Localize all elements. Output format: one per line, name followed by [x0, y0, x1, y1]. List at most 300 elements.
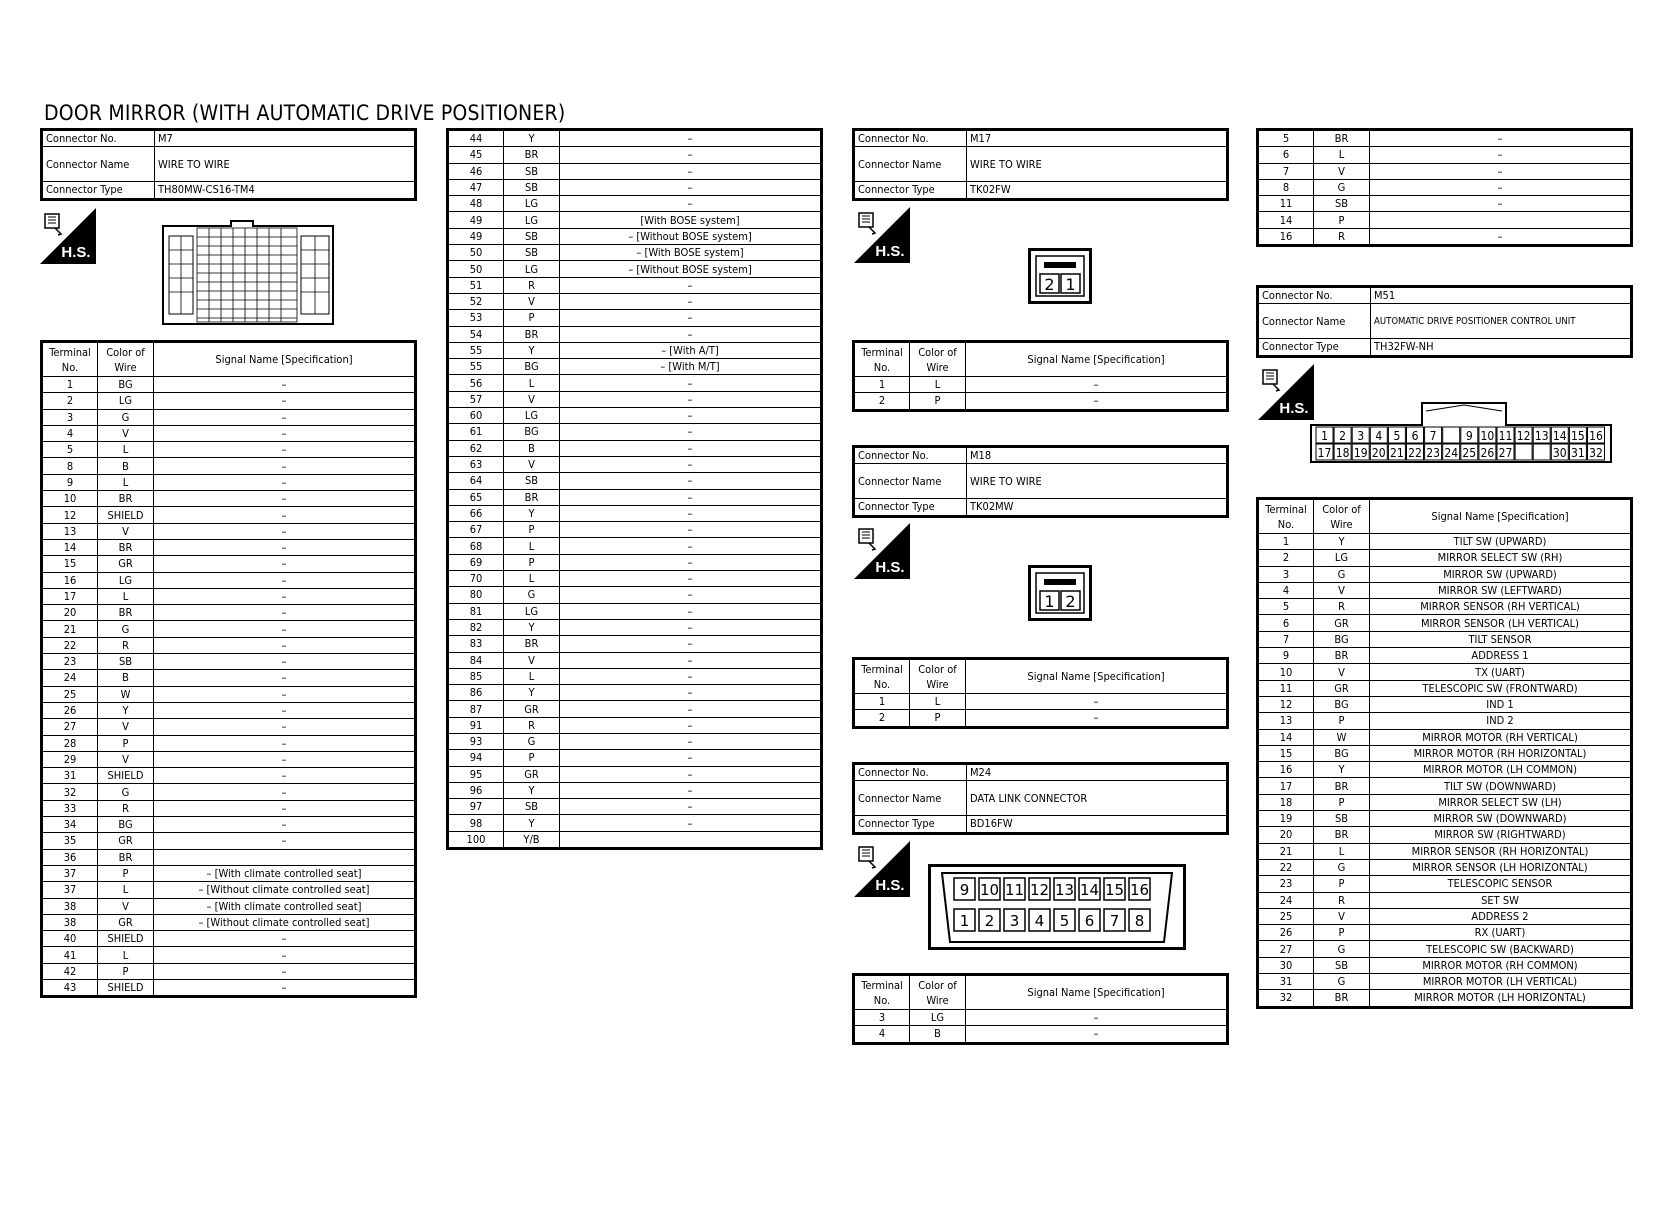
signal-cell: MIRROR SENSOR (RH VERTICAL) [1370, 599, 1632, 615]
color-cell: B [98, 670, 154, 686]
table-row [448, 652, 822, 668]
terminal-cell: 57 [448, 391, 504, 407]
table-row [448, 261, 822, 277]
table-row [42, 735, 416, 751]
table-row [42, 588, 416, 604]
table-row [448, 342, 822, 358]
table-row [1258, 147, 1632, 163]
signal-cell: MIRROR MOTOR (LH HORIZONTAL) [1370, 990, 1632, 1007]
color-cell: G [98, 621, 154, 637]
color-cell: L [910, 694, 966, 710]
table-row [1258, 696, 1632, 712]
signal-cell: – [154, 768, 416, 784]
table-row [42, 768, 416, 784]
terminal-cell: 16 [1258, 762, 1314, 778]
signal-cell: TILT SW (DOWNWARD) [1370, 778, 1632, 794]
color-cell: R [504, 277, 560, 293]
terminal-cell: 36 [42, 849, 98, 865]
terminal-cell: 29 [42, 751, 98, 767]
table-row [1258, 179, 1632, 195]
color-cell: Y [504, 505, 560, 521]
color-cell: V [1314, 664, 1370, 680]
pin: 2 [1065, 592, 1076, 611]
signal-cell: – [154, 572, 416, 588]
m51-type: TH32FW-NH [1371, 339, 1632, 356]
color-cell: V [98, 898, 154, 914]
pin-number: 23 [1426, 446, 1440, 460]
signal-cell: – [560, 603, 822, 619]
signal-cell: – [966, 377, 1228, 393]
terminal-cell: 21 [1258, 843, 1314, 859]
table-row [854, 1026, 1228, 1043]
terminal-cell: 86 [448, 685, 504, 701]
terminal-cell: 15 [1258, 745, 1314, 761]
m18-name: WIRE TO WIRE [967, 464, 1228, 499]
pin-number: 14 [1552, 429, 1567, 443]
label: Connector Type [854, 816, 967, 833]
header-signal: Signal Name [Specification] [154, 342, 416, 377]
table-row [42, 963, 416, 979]
terminal-cell: 82 [448, 619, 504, 635]
terminal-cell: 14 [1258, 212, 1314, 228]
signal-cell: – [1370, 147, 1632, 163]
color-cell: LG [98, 393, 154, 409]
pin-number: 30 [1552, 446, 1567, 460]
color-cell: G [1314, 941, 1370, 957]
terminal-cell: 19 [1258, 811, 1314, 827]
color-cell: BG [98, 377, 154, 393]
label: Connector Type [854, 499, 967, 516]
signal-cell: – [560, 685, 822, 701]
pin-number: 10 [979, 881, 1000, 899]
table-row [448, 440, 822, 456]
color-cell: SB [1314, 196, 1370, 212]
m17-terminal-table [852, 340, 1229, 412]
label: Connector Type [42, 182, 155, 199]
table-row [448, 359, 822, 375]
table-row [42, 751, 416, 767]
terminal-cell: 2 [854, 710, 910, 727]
terminal-cell: 1 [42, 377, 98, 393]
color-cell: BR [98, 849, 154, 865]
table-row [1258, 130, 1632, 147]
label: Connector Type [854, 182, 967, 199]
pin: 2 [1044, 275, 1055, 294]
terminal-cell: 28 [42, 735, 98, 751]
terminal-cell: 37 [42, 865, 98, 881]
table-row [448, 277, 822, 293]
pin-cavity [1533, 444, 1550, 460]
color-cell: Y [504, 342, 560, 358]
label: Connector No. [854, 764, 967, 781]
table-row [1258, 729, 1632, 745]
signal-cell: – [560, 782, 822, 798]
color-cell: SB [1314, 957, 1370, 973]
signal-cell: ADDRESS 2 [1370, 908, 1632, 924]
terminal-cell: 22 [1258, 859, 1314, 875]
signal-cell: – [154, 719, 416, 735]
table-row [448, 733, 822, 749]
signal-cell: – [560, 196, 822, 212]
signal-cell: MIRROR SENSOR (LH VERTICAL) [1370, 615, 1632, 631]
terminal-cell: 24 [42, 670, 98, 686]
terminal-cell: 34 [42, 817, 98, 833]
table-row [448, 522, 822, 538]
table-row [42, 931, 416, 947]
color-cell: V [1314, 163, 1370, 179]
label: Connector Name [854, 147, 967, 182]
m51-prev-terminal-table [1256, 128, 1633, 247]
table-row [1258, 664, 1632, 680]
signal-cell: ADDRESS 1 [1370, 648, 1632, 664]
signal-cell: – [560, 668, 822, 684]
table-row [448, 147, 822, 163]
color-cell: G [98, 409, 154, 425]
signal-cell: – [560, 163, 822, 179]
table-row [854, 694, 1228, 710]
terminal-cell: 12 [42, 507, 98, 523]
terminal-cell: 47 [448, 179, 504, 195]
table-row [448, 701, 822, 717]
table-row [448, 782, 822, 798]
signal-cell: – [560, 619, 822, 635]
pin-number: 14 [1079, 881, 1100, 899]
m51-no: M51 [1371, 287, 1632, 304]
pin-number: 18 [1335, 446, 1350, 460]
table-row [1258, 745, 1632, 761]
table-row [42, 621, 416, 637]
color-cell: P [1314, 925, 1370, 941]
label: Connector No. [42, 130, 155, 147]
table-row [448, 245, 822, 261]
color-cell: LG [504, 261, 560, 277]
terminal-cell: 96 [448, 782, 504, 798]
terminal-cell: 1 [1258, 534, 1314, 550]
table-row [448, 326, 822, 342]
color-cell: BG [504, 424, 560, 440]
hs-icon [40, 208, 96, 264]
color-cell: Y [98, 702, 154, 718]
color-cell: L [910, 377, 966, 393]
table-row [42, 947, 416, 963]
signal-cell: – [560, 310, 822, 326]
terminal-cell: 4 [854, 1026, 910, 1043]
color-cell: P [504, 310, 560, 326]
pin-number: 6 [1084, 912, 1095, 930]
table-row [448, 668, 822, 684]
terminal-cell: 6 [1258, 147, 1314, 163]
color-cell: Y [1314, 762, 1370, 778]
terminal-cell: 43 [42, 979, 98, 996]
pin-number: 19 [1353, 446, 1368, 460]
pin-number: 5 [1393, 429, 1401, 443]
terminal-cell: 60 [448, 408, 504, 424]
signal-cell: – [154, 588, 416, 604]
m7-no: M7 [155, 130, 416, 147]
terminal-cell: 69 [448, 554, 504, 570]
table-row [42, 637, 416, 653]
pin-number: 9 [1465, 429, 1473, 443]
terminal-cell: 50 [448, 261, 504, 277]
color-cell: SHIELD [98, 979, 154, 996]
color-cell: L [98, 442, 154, 458]
color-cell: W [1314, 729, 1370, 745]
m7-name: WIRE TO WIRE [155, 147, 416, 182]
table-row [42, 882, 416, 898]
table-row [448, 505, 822, 521]
table-row [1258, 762, 1632, 778]
terminal-cell: 9 [1258, 648, 1314, 664]
terminal-cell: 5 [1258, 130, 1314, 147]
color-cell: BR [98, 605, 154, 621]
terminal-cell: 2 [1258, 550, 1314, 566]
color-cell: L [504, 571, 560, 587]
signal-cell: MIRROR MOTOR (RH HORIZONTAL) [1370, 745, 1632, 761]
table-row [1258, 599, 1632, 615]
table-row [448, 815, 822, 831]
m18-no: M18 [967, 447, 1228, 464]
pin-number: 26 [1480, 446, 1495, 460]
terminal-cell: 23 [1258, 876, 1314, 892]
table-row [854, 710, 1228, 727]
signal-cell [154, 849, 416, 865]
table-row [1258, 892, 1632, 908]
table-row [1258, 534, 1632, 550]
signal-cell: MIRROR MOTOR (RH COMMON) [1370, 957, 1632, 973]
terminal-cell: 2 [854, 393, 910, 410]
signal-cell: – [560, 652, 822, 668]
terminal-cell: 17 [42, 588, 98, 604]
signal-cell: – [560, 538, 822, 554]
header-color: Color of Wire [98, 342, 154, 377]
terminal-cell: 45 [448, 147, 504, 163]
color-cell: P [98, 865, 154, 881]
table-row [448, 799, 822, 815]
terminal-cell: 42 [42, 963, 98, 979]
terminal-cell: 31 [42, 768, 98, 784]
signal-cell: – [560, 375, 822, 391]
table-row [448, 375, 822, 391]
terminal-cell: 49 [448, 212, 504, 228]
pin-number: 12 [1029, 881, 1050, 899]
label: Connector Name [854, 781, 967, 816]
table-row [1258, 713, 1632, 729]
table-row [42, 425, 416, 441]
pin-number: 3 [1009, 912, 1020, 930]
terminal-cell: 24 [1258, 892, 1314, 908]
table-row [42, 393, 416, 409]
color-cell: P [1314, 212, 1370, 228]
terminal-cell: 100 [448, 831, 504, 848]
terminal-cell: 14 [1258, 729, 1314, 745]
table-row [1258, 212, 1632, 228]
hs-label: H.S. [1279, 400, 1309, 417]
color-cell: GR [98, 556, 154, 572]
table-row [854, 1010, 1228, 1026]
table-row [1258, 794, 1632, 810]
table-row [448, 554, 822, 570]
signal-cell: – [154, 605, 416, 621]
color-cell: B [98, 458, 154, 474]
color-cell: L [98, 588, 154, 604]
signal-cell: – [154, 784, 416, 800]
table-row [42, 474, 416, 490]
table-row [42, 719, 416, 735]
signal-cell: – [560, 147, 822, 163]
terminal-cell: 48 [448, 196, 504, 212]
pin-number: 15 [1571, 429, 1585, 443]
label: Connector Name [1258, 304, 1371, 339]
terminal-cell: 56 [448, 375, 504, 391]
color-cell: Y [504, 782, 560, 798]
table-row [42, 523, 416, 539]
header-signal: Signal Name [Specification] [1370, 499, 1632, 534]
color-cell: R [1314, 599, 1370, 615]
page-title: DOOR MIRROR (WITH AUTOMATIC DRIVE POSITIONER) [44, 101, 566, 125]
header-signal: Signal Name [Specification] [966, 342, 1228, 377]
signal-cell: – [154, 751, 416, 767]
table-row [42, 702, 416, 718]
signal-cell: – [Without BOSE system] [560, 228, 822, 244]
terminal-cell: 16 [42, 572, 98, 588]
signal-cell: – [Without BOSE system] [560, 261, 822, 277]
pin-number: 16 [1129, 881, 1150, 899]
table-row [1258, 228, 1632, 245]
color-cell: G [1314, 974, 1370, 990]
table-row [448, 424, 822, 440]
header-color: Color of Wire [910, 342, 966, 377]
terminal-cell: 94 [448, 750, 504, 766]
m18-terminal-table [852, 657, 1229, 729]
pin-number: 17 [1317, 446, 1332, 460]
terminal-cell: 55 [448, 342, 504, 358]
table-row [42, 898, 416, 914]
terminal-cell: 37 [42, 882, 98, 898]
color-cell: Y [504, 619, 560, 635]
signal-cell: – [966, 393, 1228, 410]
signal-cell: [With BOSE system] [560, 212, 822, 228]
color-cell: G [1314, 179, 1370, 195]
hs-label: H.S. [61, 244, 91, 261]
color-cell: V [1314, 582, 1370, 598]
table-row [1258, 925, 1632, 941]
m7-info-table [40, 128, 417, 201]
pin-number: 31 [1571, 446, 1585, 460]
signal-cell: MIRROR SW (DOWNWARD) [1370, 811, 1632, 827]
header-terminal: Terminal No. [854, 975, 910, 1010]
pin-number: 2 [984, 912, 995, 930]
signal-cell: RX (UART) [1370, 925, 1632, 941]
pin-number: 2 [1339, 429, 1347, 443]
terminal-cell: 51 [448, 277, 504, 293]
signal-cell: – [1370, 228, 1632, 245]
table-row [42, 654, 416, 670]
table-row [448, 619, 822, 635]
terminal-cell: 3 [1258, 566, 1314, 582]
table-row [42, 507, 416, 523]
m17-type: TK02FW [967, 182, 1228, 199]
m7-type: TH80MW-CS16-TM4 [155, 182, 416, 199]
pin-cavity [1515, 444, 1532, 460]
signal-cell: – [154, 833, 416, 849]
color-cell: G [504, 733, 560, 749]
table-row [448, 571, 822, 587]
signal-cell: – [560, 587, 822, 603]
header-signal: Signal Name [Specification] [966, 975, 1228, 1010]
signal-cell: MIRROR SENSOR (RH HORIZONTAL) [1370, 843, 1632, 859]
table-row [42, 833, 416, 849]
terminal-cell: 21 [42, 621, 98, 637]
signal-cell: – [560, 799, 822, 815]
signal-cell: – [560, 391, 822, 407]
color-cell: V [98, 425, 154, 441]
color-cell: R [98, 800, 154, 816]
signal-cell: TELESCOPIC SENSOR [1370, 876, 1632, 892]
table-row [1258, 941, 1632, 957]
color-cell: L [1314, 147, 1370, 163]
m7-connector-diagram [161, 220, 337, 328]
table-row [448, 391, 822, 407]
terminal-cell: 4 [42, 425, 98, 441]
label: Connector No. [854, 447, 967, 464]
color-cell: LG [504, 603, 560, 619]
color-cell: GR [1314, 680, 1370, 696]
pin: 1 [1044, 592, 1055, 611]
table-row [42, 979, 416, 996]
terminal-cell: 44 [448, 130, 504, 147]
color-cell: R [1314, 228, 1370, 245]
signal-cell [560, 831, 822, 848]
color-cell: SHIELD [98, 931, 154, 947]
signal-cell: – [560, 815, 822, 831]
terminal-cell: 11 [1258, 196, 1314, 212]
terminal-cell: 81 [448, 603, 504, 619]
signal-cell: TILT SENSOR [1370, 631, 1632, 647]
table-row [1258, 827, 1632, 843]
color-cell: LG [504, 408, 560, 424]
terminal-cell: 10 [1258, 664, 1314, 680]
signal-cell: – [154, 817, 416, 833]
signal-cell [1370, 212, 1632, 228]
label: Connector Name [42, 147, 155, 182]
table-row [448, 473, 822, 489]
signal-cell: – [154, 735, 416, 751]
table-row [1258, 974, 1632, 990]
terminal-cell: 13 [1258, 713, 1314, 729]
color-cell: BR [504, 326, 560, 342]
terminal-cell: 1 [854, 377, 910, 393]
table-row [448, 408, 822, 424]
signal-cell: – [560, 277, 822, 293]
m24-name: DATA LINK CONNECTOR [967, 781, 1228, 816]
table-row [1258, 843, 1632, 859]
terminal-cell: 61 [448, 424, 504, 440]
terminal-cell: 8 [42, 458, 98, 474]
signal-cell: – [560, 293, 822, 309]
signal-cell: – [154, 637, 416, 653]
terminal-cell: 46 [448, 163, 504, 179]
pin-number: 13 [1534, 429, 1549, 443]
table-row [448, 212, 822, 228]
color-cell: L [504, 538, 560, 554]
header-terminal: Terminal No. [1258, 499, 1314, 534]
table-row [448, 685, 822, 701]
signal-cell: – [With climate controlled seat] [154, 898, 416, 914]
table-row [1258, 648, 1632, 664]
terminal-cell: 9 [42, 474, 98, 490]
color-cell: GR [98, 914, 154, 930]
m24-terminal-table [852, 973, 1229, 1045]
